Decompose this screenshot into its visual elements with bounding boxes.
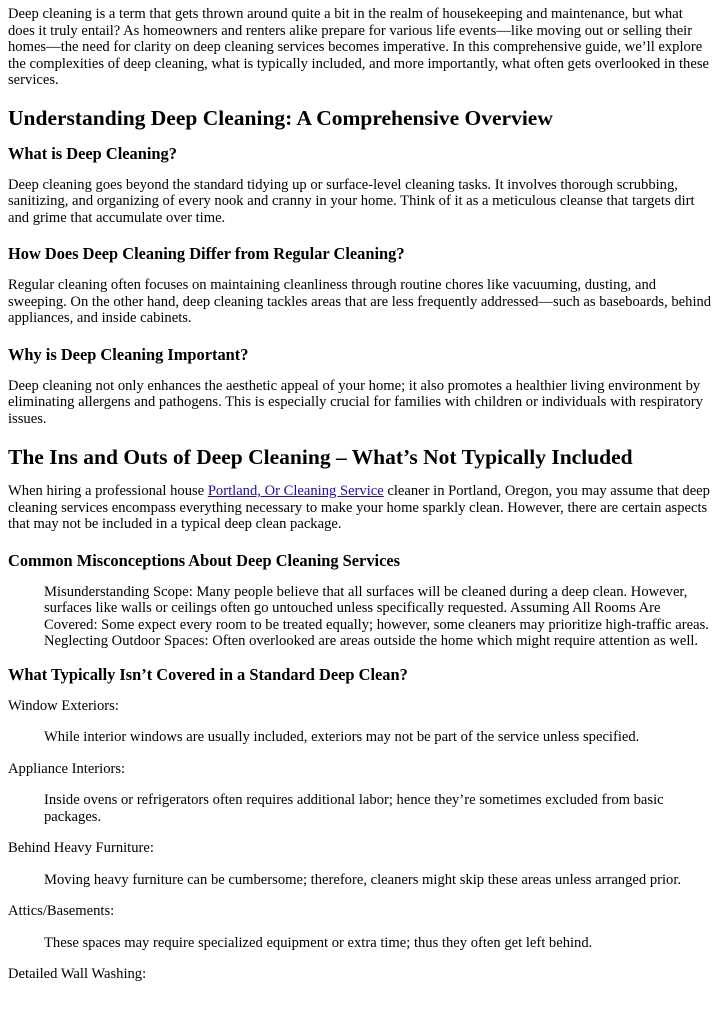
list-item-term: Attics/Basements: (8, 903, 115, 919)
subheading-what-is: What is Deep Cleaning? (8, 143, 177, 163)
list-item-term: Appliance Interiors: (8, 760, 126, 777)
subheading-misconceptions: Common Misconceptions About Deep Cleaning Services (8, 550, 400, 570)
paragraph-differ: Regular cleaning often focuses on maintaining cleanliness through routine chores like vacuuming, dusting, and sweeping. On the other hand, deep cleaning tackles areas that are less frequently addressed—such as baseboards, behind appliances, and inside cabinets. (8, 277, 712, 326)
misconceptions-blockquote: Misunderstanding Scope: Many people believe that all surfaces will be cleaned during a deep clean. However, surfaces like walls or ceilings often go untouched unless specifically requested. Assuming All Rooms Are Covered: Some expect every room to be treated equally; however, some cleaners may prioritize high-traffic areas. Neglecting Outdoor Spaces: Often overlooked are areas outside the home which might require attention as well. (44, 583, 709, 649)
subheading-why: Why is Deep Cleaning Important? (8, 344, 249, 364)
section-heading-overview: Understanding Deep Cleaning: A Comprehensive Overview (8, 105, 553, 130)
not-covered-list (8, 698, 713, 983)
subheading-not-covered: What Typically Isn’t Covered in a Standard Deep Clean? (8, 664, 408, 684)
paragraph-hiring (8, 483, 713, 533)
hiring-text-before: When hiring a professional house (8, 483, 208, 499)
list-item-description: These spaces may require specialized equipment or extra time; thus they often get left behind. (44, 934, 593, 951)
list-item-term: Behind Heavy Furniture: (8, 840, 154, 856)
list-item-description: Moving heavy furniture can be cumbersome; therefore, cleaners might skip these areas unless arranged prior. (44, 871, 682, 888)
list-item-description: Inside ovens or refrigerators often requires additional labor; hence they’re sometimes excluded from basic packages. (44, 792, 664, 825)
hiring-text-after: cleaner in Portland, Oregon, you may assume that deep cleaning services encompass everything necessary to make your home sparkly clean. However, there are certain aspects that may not be included in a typical deep clean package. (8, 483, 710, 532)
list-item-term: Detailed Wall Washing: (8, 966, 147, 982)
section-heading-ins-and-outs: The Ins and Outs of Deep Cleaning – What’s Not Typically Included (8, 445, 633, 469)
paragraph-why: Deep cleaning not only enhances the aesthetic appeal of your home; it also promotes a healthier living environment by eliminating allergens and pathogens. This is especially crucial for families with children or individuals with respiratory issues. (8, 377, 703, 427)
intro-paragraph: Deep cleaning is a term that gets thrown around quite a bit in the realm of housekeeping and maintenance, but what does it truly entail? As homeowners and renters alike prepare for various life events—like moving out or selling their homes—the need for clarity on deep cleaning services becomes imperative. In this comprehensive guide, we’ll explore the complexities of deep cleaning, what is typically included, and more importantly, what often gets overlooked in these services. (8, 6, 709, 88)
subheading-differ: How Does Deep Cleaning Differ from Regular Cleaning? (8, 244, 405, 263)
list-item-description: While interior windows are usually included, exteriors may not be part of the service unless specified. (44, 729, 640, 745)
list-item-term: Window Exteriors: (8, 697, 119, 714)
paragraph-what-is: Deep cleaning goes beyond the standard tidying up or surface-level cleaning tasks. It involves thorough scrubbing, sanitizing, and organizing of every nook and cranny in your home. Think of it as a meticulous cleanse that targets dirt and grime that accumulate over time. (8, 176, 695, 226)
portland-cleaning-service-link[interactable]: Portland, Or Cleaning Service (207, 483, 384, 499)
